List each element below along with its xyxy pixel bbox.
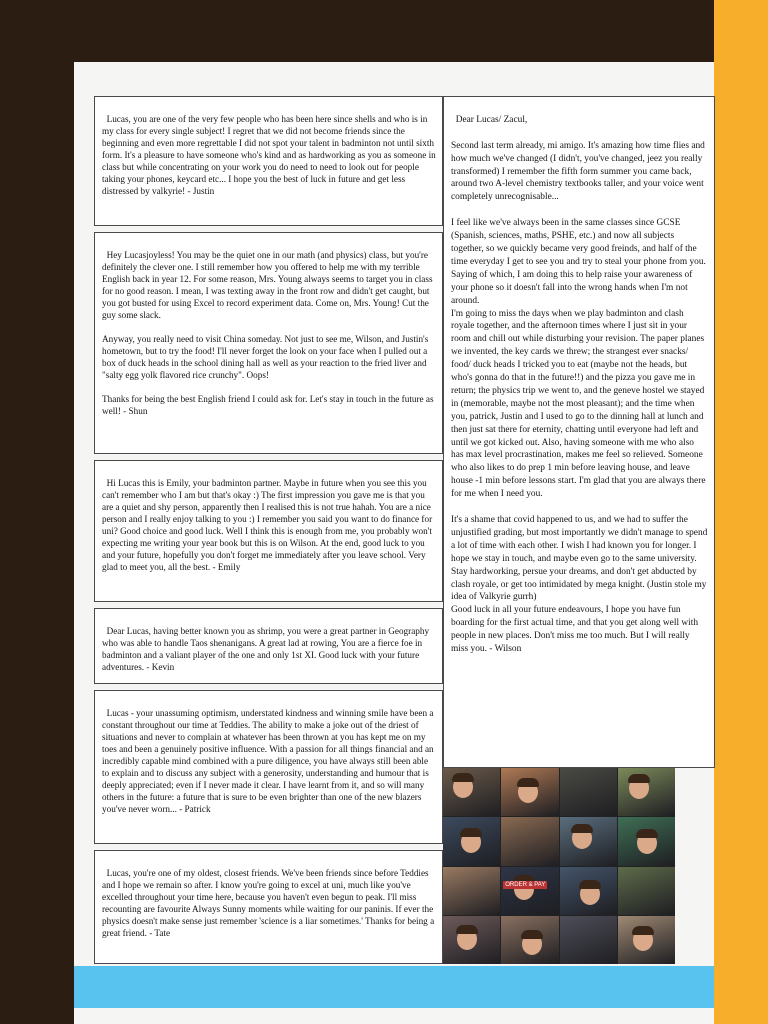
photo-tile xyxy=(560,916,617,964)
photo-person-hair xyxy=(636,829,658,838)
photo-person-hair xyxy=(571,824,593,833)
photo-tile xyxy=(501,916,558,964)
photo-sign-text: ORDER & PAY xyxy=(505,881,546,888)
message-emily-text: Hi Lucas this is Emily, your badminton partner. Maybe in future when you see this you can't remember who I am but that's okay :) The first impression you gave me is that you are a quiet and shy person, apparently then I realised this is not true hahah. You are a nice person and I really enjoy talking to you :) I remember you said you want to do finance for uni? Good choice and good luck. Well I think this is enough from me, you probably won't expecting me writing your year book but this is on Wilson. At the end, good luck to you and your future, hopefully you don't forget me immediately after you leave school. Very glad to meet you, all the best. - Emily xyxy=(102,478,435,572)
photo-tile xyxy=(618,817,675,865)
photo-person-hair xyxy=(521,930,543,939)
message-justin-text: Lucas, you are one of the very few people who has been here since shells and who is in my class for every single subject! I regret that we did not become friends since the beginning and even more regrettable I did not spot your talent in badminton not until sixth form. It's a pleasure to have someone who's kind and as hardworking as you as someone in class but while concentrating on your work you do need to need to look out for people taking your phones, keycard etc... I hope you the best of luck in future and get less distressed by valkyrie! - Justin xyxy=(102,114,439,196)
message-patrick xyxy=(94,690,443,844)
message-wilson xyxy=(443,96,715,768)
photo-person-hair xyxy=(517,778,539,787)
message-shun xyxy=(94,232,443,454)
message-tate-text: Lucas, you're one of my oldest, closest friends. We've been friends since before Teddies and I hope we remain so after. I know you're going to excel at uni, much like you've excelled throughout your time here, because you haven't even begun to peak. I'll miss recounting are favourite Always Sunny moments while waiting for our paninis. If ever the physics doesn't make sense just remember 'science is a liar sometimes.' Thanks for being a great friend. - Tate xyxy=(102,868,437,938)
photo-tile xyxy=(443,817,500,865)
photo-tile xyxy=(501,768,558,816)
message-kevin-text: Dear Lucas, having better known you as shrimp, you were a great partner in Geography who was able to handle Taos shenanigans. A great lad at rowing, You are a fierce foe in badminton and a valiant player of the one and only 1st XI. Good luck with your future adventures. - Kevin xyxy=(102,626,432,672)
orange-side-band xyxy=(714,0,768,1024)
photo-person-hair xyxy=(456,925,478,934)
photo-tile xyxy=(618,867,675,915)
photo-tile xyxy=(443,867,500,915)
message-shun-text: Hey Lucasjoyless! You may be the quiet one in our math (and physics) class, but you're definitely the clever one. I still remember how you offered to help me with my terrible English back in year 12. For some reason, Mrs. Young always seems to target you in class for no good reason. I mean, I was texting away in the front row and didn't get caught, but you got busted for using Excel to record experiment data. Come on, Mrs. Young! Cut the guy some slack. Anyway, you really need to visit China someday. Not just to see me, Wilson, and Justin's hometown, but to try the food! I'll never forget the look on your face when I pulled out a box of duck heads in the school dining hall as well as your reaction to the fried liver and "salty egg yolk flavored rice crunchy". Oops! Thanks for being the best English friend I could ask for. Let's stay in touch in the future as well! - Shun xyxy=(102,250,434,416)
message-kevin xyxy=(94,608,443,684)
photo-tile xyxy=(618,768,675,816)
photo-tile xyxy=(443,768,500,816)
message-patrick-text: Lucas - your unassuming optimism, understated kindness and winning smile have been a constant throughout our time at Teddies. The ability to make a joke out of the driest of situations and never to complain at whatever has been thrown at you has kept me on my toes and been a genuinely positive influence. With a passion for all things financial and an incredibly capable mind combined with a pure diligence, you have always still been able to explain and to discuss any subject with a generosity, understanding and humour that is deeply appreciated; even if I never made it clear. I have learnt from it, and so will many others in the future: a future that is sure to be even brighter than one of the new blazers you've never worn... - Patrick xyxy=(102,708,436,814)
message-justin xyxy=(94,96,443,226)
photo-person-hair xyxy=(628,774,650,783)
photo-person-hair xyxy=(632,926,654,935)
photo-tile xyxy=(443,916,500,964)
photo-person-hair xyxy=(579,880,601,889)
message-tate xyxy=(94,850,443,964)
photo-tile xyxy=(501,867,558,915)
photo-tile xyxy=(501,817,558,865)
photo-tile xyxy=(618,916,675,964)
photo-person-hair xyxy=(460,828,482,837)
photo-tile xyxy=(560,867,617,915)
photo-tile xyxy=(560,817,617,865)
message-wilson-text: Dear Lucas/ Zacul, Second last term already, mi amigo. It's amazing how time flies and how much we've changed (I didn't, you've changed, jeez you really transformed) I remember the fifth form summer you came back, around two A-level chemistry textbooks taller, and your voice went completely unrecognisable... I feel like we've always been in the same classes since GCSE (Spanish, sciences, maths, PSHE, etc.) and now all subjects together, so we quickly became very good freinds, and half of the time everyday I get to see you and try to steal your phone from you. Saying of which, I am doing this to help raise your awareness of your phone so it doesn't fall into the wrong hands when I'm not around. I'm going to miss the days when we play badminton and clash royale together, and the afternoon times where I just sit in your room and chill out while disturbing your revision. The paper planes we invented, the key cards we threw; the strangest ever snacks/ food/ duck heads I tricked you to eat (maybe not the heads, but who's gonna do that in the future!!) and the pizza you gave me in return; the physics trip we went to, and the geneve hostel we stayed in (memorable, maybe not the most pleasant); and the time when you, patrick, Justin and I used to go to the dinning hall at lunch and then just sat there for eternity, chatting until everyone had left and until we got kicked out. Also, having someone with me who also has max level procrastination, makes me feel so relieved. Someone who also likes to do prep 1 min before leaving house, and leave house -1 min before lessons start. I'm glad that you are always there for me when I need you. It's a shame that covid happened to us, and we had to suffer the unjustified grading, but most importantly we didn't manage to spend a lot of time with each other. I wish I had known you for longer. I hope we stay in touch, and maybe even go to the same university. Stay hardworking, persue your dreams, and don't get abducted by clash royale, or get too intimidated by mega knight. (Justin stole my idea of Valkyrie gurrh) Good luck in all your future endeavours, I hope you have fun boarding for the first actual time, and that you get along well with people in new places. Don't miss me too much. But I will really miss you. - Wilson xyxy=(451,114,708,655)
blue-footer-band xyxy=(74,966,714,1008)
photo-collage xyxy=(443,768,675,964)
photo-person-hair xyxy=(452,773,474,782)
photo-tile xyxy=(560,768,617,816)
message-emily xyxy=(94,460,443,602)
